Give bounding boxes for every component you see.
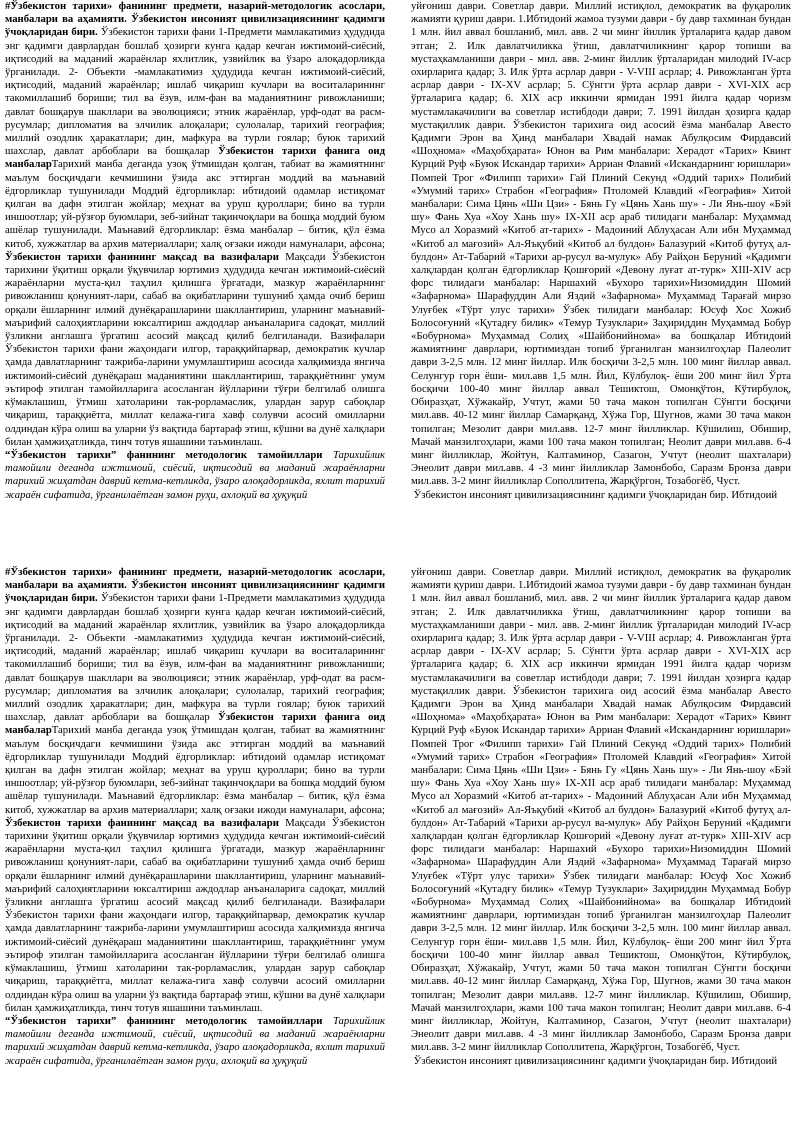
- right-column-text: [411, 0, 791, 489]
- right-column-tail: [411, 1055, 791, 1068]
- left-column-text: [5, 0, 385, 449]
- paragraph-methodology: Тарихийлик тамойили деганда ижтимоий, сиёсий, иқтисодий ва маданий жараёнларни тарихий жиҳатдан даврий кетма-кетликда, ўзаро алоқадорликда, яхлит тарихий жараён сифатида, ўрганилаётган замон руҳи, ахлоқий ва ҳуқуқий: [5, 448, 385, 501]
- paragraph-subject: Ўзбекистон тарихи фани 1-Предмети мамлакатимиз ҳудудида энг қадимги даврлардан бошлаб ҳозирги кунга қадар кечган ижтимоий-сиёсий, иқтисодий ва маданий жараёнлар яхлитлик, узвийлик ва ўзаро алоқадорликда ўрганилади. 2- Объекти -мамлакатимиз ҳудудида кечган ижтимоий-сиёсий, иқтисодий, маданий жараёнлар; ишлаб чиқариш кучлари ва воситаларининг такомиллашиб бориши; тил ва ёзув, илм-фан ва маданиятнинг ривожланиши; давлат бошқарув шакллари ва эволюцияси; этник жараёнлар, урф-одат ва расм-русумлар; дипломатия ва элчилик алоқалари; сулолалар, тарихий география; миллий озодлик ҳаракатлари; дин, мафкура ва турли гоялар; буюк тарихий шахслар, давлат арбоблари ва бошқалар: [5, 592, 385, 724]
- right-column-tail: [411, 489, 791, 502]
- section-heading-subject: #Ўзбекистон тарихи» фанининг предмети, назарий-методологик асослари, манбалари ва аҳамияти. Ўзбекистон инсоният цивилизациясининг қадимги ўчоқларидан бири.: [5, 566, 385, 605]
- paragraph-goals: Мақсади Ўзбекистон тарихини ўқитиш орқали ўқувчилар юртимиз ҳудудида кечган ижтимоий-сиёсий жараёнларни муста-қил таҳлил қилишга ўргатади, мазкур жараёнларнинг ривожланиш қонуният-лари, сабаб ва оқибатларини тушуниб ҳамда очиб бериш орқали ёшларнинг илмий дунёқарашларини шакллантириш, уларнинг маънавий-маърифий салоҳиятларини юксалтириш аждодлар анъаналарига садоқат, миллий ўзликни англашга ўргатиш асосий мақсад қилиб белгиланади. Вазифалари Ўзбекистон тарихи фани жаҳондаги илгор, тараққийпарвар, демократик кучлар ҳамда давлатларнинг тажриба-ларини умумлаштириш асосида халқимизда янгича ижтимоий-сиёсий дунёқараш маданиятини шакллантириш, тараққиётнинг умум эътироф этилган тамойилларига асосланган йўлларини тўғри белгилаб олишга кўмаклашиш, ўтмиш хатоларини так-рорламаслик, улардан зарур сабоқлар чиқариш, тараққиётга, миллат келажа-гига хавф солувчи асосий омилларни олдиндан кўра олиш ва уларни ўз вақтида бартараф этиш, кўшни ва дунё халқлари билан ҳамжиҳатликда, тинч тотув яшашини таъминлаш.: [5, 250, 385, 448]
- left-column-text: [5, 566, 385, 1015]
- left-column-methodology: [5, 449, 385, 502]
- paragraph-methodology: Тарихийлик тамойили деганда ижтимоий, сиёсий, иқтисодий ва маданий жараёнларни тарихий жиҳатдан даврий кетма-кетликда, ўзаро алоқадорликда, яхлит тарихий жараён сифатида, ўрганилаётган замон руҳи, ахлоқий ва ҳуқуқий: [5, 1014, 385, 1067]
- paragraph-sources: Тарихий манба деганда узоқ ўтмишдан қолган, табиат ва жамиятнинг маълум босқичдаги кечмишини ўзида акс эттирган моддий ва маънавий ёдгорликлар тушунилади Моддий ёдгорликлар: ибтидоий одамлар истиқомат қилган ва дафн этилган жойлар; меҳнат ва уруш қуроллари; бино ва турли иншоотлар; уй-рўзғор буюмлари, зеб-зийнат тақинчоқлари ва бошқа моддий буюм ашёлар тушунилади. Маънавий ёдгорликлар: ёзма манбалар – битик, қўл ёзма китоб, хужжатлар ва архив материаллари; халқ оғзаки ижоди намуналари, афсона;: [5, 724, 385, 816]
- paragraph-periods-and-sources: уйғониш даври. Советлар даври. Миллий истиқлол, демократик ва фуқаролик жамияти қуриш даври. 1.Ибтидоий жамоа тузуми даври - бу давр тахминан бундан 1 млн. йил аввал бошланиб, мил. авв. 2 чи минг йиллик ўрталарига қадар давом этган; 2. Илк давлатчиликка ўтиш, давлатчиликнинг қарор топиши ва мустаҳкамланиши даври - мил. авв. 2-минг йиллик ўрталаридан милодий IV-аср охирларига қадар; 3. Илк ўрта асрлар даври - V-VIII асрлар; 4. Ривожланган ўрта асрлар даври - IX-XV асрлар; 5. Сўнгги ўрта асрлар даври - XVI-XIX аср ўрталарига қадар; 6. XIX аср иккинчи ярмидан 1991 йилга қадар чоризм мустамлакачилиги ва советлар истибдоди даври; 7. 1991 йилдан ҳозирга қадар мустақиллик даври. Ўзбекистон тарихига оид асосий ёзма манбалар Авесто Қадимги Эрон ва Ҳинд манбалари Хвадай намак Абулқосим Фирдавсий «Шоҳнома» «Маҳобҳарата» Юнон ва Рим манбалари: Херадот «Тарих» Квинт Курций Руф «Буюк Искандар тарихи» Арриан Флавий «Искандарнинг юришлари» Помпей Трог «Филипп тарихи» Гай Плиний Секунд «Оддий тарих» Полибий «Умумий тарих» Страбон «География» Птоломей Клавдий «География» Хитой манбалари: Сима Цянь «Ши Цзи» - Бянь Гу «Цянь Хань шу» - Ли Янь-шоу «Бэй шу» Фань Хуа «Хоу Хань шу» IX-XII аср араб тилидаги манбалар: Муҳаммад Мусо ал Хоразмий «Китоб ат-тарих» - Мадоиний Аблуҳасан Али ибн Муҳаммад «Китоб ал мағозий» Ал-Яъқубий «Китоб ал булдон» Балазурий «Китоб футуҳ ал-булдон» Ат-Табарий «Тарихи ар-русул ва-мулук» Абу Райҳон Беруний «Қадимги халқлардан қолган ёдгорликлар Қошғорий «Девону луғат ат-турк» XIII-XIV аср форс тилидаги манбалар: Наршахий «Бухоро тарихи»Низомиддин Шомий «Зафарнома» Шарафуддин Али Яздий «Зафарнома» Муҳаммад Тарағай мирзо Улуғбек «Тўрт улус тарихи» Ўзбек тилидаги манбалар: Юсуф Хос Хожиб Болосоғуний «Қутадғу билик» «Темур Тузуклари» Заҳириддин Муҳаммад Бобур «Бобурнома» Муҳаммад Солиҳ «Шайбонийнома» ва бошқалар Ибтидоий жамиятнинг даврлари, юртимиздан топиб ўрганилган манзилгоҳлар Палеолит даври 3-2,5 млн. 12 минг йиллар. Илк босқичи 3-2,5 млн. 100 минг йиллар аввал. Селунгур горн ёши- мил.авв 1,5 млн. Йил, Кўлбулоқ- ёши 200 минг йил Ўрта босқичи 100-40 минг йиллар аввал Тешиктош, Омонқўтон, Кўтирбулоқ, Обиразҳат, Хўжакайр, Учтут, жами 50 тача макон топилган Сўнгги босқичи мил.авв. 40-12 минг йиллар Самарқанд, Хўжа Гор, Шугнов, жами 30 тача макон топилган; Мезолит даври мил.авв. 12-7 минг йилликлар. Кўшилиш, Обишир, Мачай манзилгоҳлари, жами 100 тача макон топилган; Неолит даври мил.авв. 6-4 минг йилликлар, Жойтун, Калтаминор, Сазагон, Учтут (неолит шахталари) Энеолит даври мил.авв. 4 -3 минг йилликлар Замонбобо, Саразм Бронза даври мил.авв. 3-2 минг йилликлар Сополлитепа, Жарқўргон, Тозабогёб, Чуст.: [411, 0, 791, 488]
- section-heading-methodology: “Ўзбекистон тарихи” фанининг методологик тамойиллари: [5, 448, 323, 461]
- paragraph-periods-and-sources: уйғониш даври. Советлар даври. Миллий истиқлол, демократик ва фуқаролик жамияти қуриш даври. 1.Ибтидоий жамоа тузуми даври - бу давр тахминан бундан 1 млн. йил аввал бошланиб, мил. авв. 2 чи минг йиллик ўрталарига қадар давом этган; 2. Илк давлатчиликка ўтиш, давлатчиликнинг қарор топиши ва мустаҳкамланиши даври - мил. авв. 2-минг йиллик ўрталаридан милодий IV-аср охирларига қадар; 3. Илк ўрта асрлар даври - V-VIII асрлар; 4. Ривожланган ўрта асрлар даври - IX-XV асрлар; 5. Сўнгги ўрта асрлар даври - XVI-XIX аср ўрталарига қадар; 6. XIX аср иккинчи ярмидан 1991 йилга қадар чоризм мустамлакачилиги ва советлар истибдоди даври; 7. 1991 йилдан ҳозирга қадар мустақиллик даври. Ўзбекистон тарихига оид асосий ёзма манбалар Авесто Қадимги Эрон ва Ҳинд манбалари Хвадай намак Абулқосим Фирдавсий «Шоҳнома» «Маҳобҳарата» Юнон ва Рим манбалари: Херадот «Тарих» Квинт Курций Руф «Буюк Искандар тарихи» Арриан Флавий «Искандарнинг юришлари» Помпей Трог «Филипп тарихи» Гай Плиний Секунд «Оддий тарих» Полибий «Умумий тарих» Страбон «География» Птоломей Клавдий «География» Хитой манбалари: Сима Цянь «Ши Цзи» - Бянь Гу «Цянь Хань шу» - Ли Янь-шоу «Бэй шу» Фань Хуа «Хоу Хань шу» IX-XII аср араб тилидаги манбалар: Муҳаммад Мусо ал Хоразмий «Китоб ат-тарих» - Мадоиний Аблуҳасан Али ибн Муҳаммад «Китоб ал мағозий» Ал-Яъқубий «Китоб ал булдон» Балазурий «Китоб футуҳ ал-булдон» Ат-Табарий «Тарихи ар-русул ва-мулук» Абу Райҳон Беруний «Қадимги халқлардан қолган ёдгорликлар Қошғорий «Девону луғат ат-турк» XIII-XIV аср форс тилидаги манбалар: Наршахий «Бухоро тарихи»Низомиддин Шомий «Зафарнома» Шарафуддин Али Яздий «Зафарнома» Муҳаммад Тарағай мирзо Улуғбек «Тўрт улус тарихи» Ўзбек тилидаги манбалар: Юсуф Хос Хожиб Болосоғуний «Қутадғу билик» «Темур Тузуклари» Заҳириддин Муҳаммад Бобур «Бобурнома» Муҳаммад Солиҳ «Шайбонийнома» ва бошқалар Ибтидоий жамиятнинг даврлари, юртимиздан топиб ўрганилган манзилгоҳлар Палеолит даври 3-2,5 млн. 12 минг йиллар. Илк босқичи 3-2,5 млн. 100 минг йиллар аввал. Селунгур горн ёши- мил.авв 1,5 млн. Йил, Кўлбулоқ- ёши 200 минг йил Ўрта босқичи 100-40 минг йиллар аввал Тешиктош, Омонқўтон, Кўтирбулоқ, Обиразҳат, Хўжакайр, Учтут, жами 50 тача макон топилган Сўнгги босқичи мил.авв. 40-12 минг йиллар Самарқанд, Хўжа Гор, Шугнов, жами 30 тача макон топилган; Мезолит даври мил.авв. 12-7 минг йилликлар. Кўшилиш, Обишир, Мачай манзилгоҳлари, жами 100 тача макон топилган; Неолит даври мил.авв. 6-4 минг йилликлар, Жойтун, Калтаминор, Сазагон, Учтут (неолит шахталари) Энеолит даври мил.авв. 4 -3 минг йилликлар Замонбобо, Саразм Бронза даври мил.авв. 3-2 минг йилликлар Сополлитепа, Жарқўргон, Тозабогёб, Чуст.: [411, 566, 791, 1054]
- right-column: [411, 566, 791, 1124]
- right-column-text: [411, 566, 791, 1055]
- paragraph-civilization: Ўзбекистон инсоният цивилизациясининг қадимги ўчоқларидан бир. Ибтидоий: [413, 488, 778, 501]
- paragraph-civilization: Ўзбекистон инсоният цивилизациясининг қадимги ўчоқларидан бир. Ибтидоий: [413, 1054, 778, 1067]
- section-heading-goals: Ўзбекистон тарихи фанининг мақсад ва вазифалари: [5, 250, 279, 263]
- left-column: [5, 0, 385, 558]
- paragraph-goals: Мақсади Ўзбекистон тарихини ўқитиш орқали ўқувчилар юртимиз ҳудудида кечган ижтимоий-сиёсий жараёнларни муста-қил таҳлил қилишга ўргатади, мазкур жараёнларнинг ривожланиш қонуният-лари, сабаб ва оқибатларини тушуниб ҳамда очиб бериш орқали ёшларнинг илмий дунёқарашларини шакллантириш, уларнинг маънавий-маърифий салоҳиятларини юксалтириш аждодлар анъаналарига садоқат, миллий ўзликни англашга ўргатиш асосий мақсад қилиб белгиланади. Вазифалари Ўзбекистон тарихи фани жаҳондаги илгор, тараққийпарвар, демократик кучлар ҳамда давлатларнинг тажриба-ларини умумлаштириш асосида халқимизда янгича ижтимоий-сиёсий дунёқараш маданиятини шакллантириш, тараққиётнинг умум эътироф этилган тамойилларига асосланган йўлларини тўғри белгилаб олишга кўмаклашиш, ўтмиш хатоларини так-рорламаслик, улардан зарур сабоқлар чиқариш, тараққиётга, миллат келажа-гига хавф солувчи асосий омилларни олдиндан кўра олиш ва уларни ўз вақтида бартараф этиш, кўшни ва дунё халқлари билан ҳамжиҳатликда, тинч тотув яшашини таъминлаш.: [5, 816, 385, 1014]
- left-column: [5, 566, 385, 1124]
- section-heading-sources: Ўзбекистон тарихи фанига оид манбалар: [5, 145, 385, 171]
- paragraph-sources: Тарихий манба деганда узоқ ўтмишдан қолган, табиат ва жамиятнинг маълум босқичдаги кечмишини ўзида акс эттирган моддий ва маънавий ёдгорликлар тушунилади Моддий ёдгорликлар: ибтидоий одамлар истиқомат қилган ва дафн этилган жойлар; меҳнат ва уруш қуроллари; бино ва турли иншоотлар; уй-рўзғор буюмлари, зеб-зийнат тақинчоқлари ва бошқа моддий буюм ашёлар тушунилади. Маънавий ёдгорликлар: ёзма манбалар – битик, қўл ёзма китоб, хужжатлар ва архив материаллари; халқ оғзаки ижоди намуналари, афсона;: [5, 158, 385, 250]
- section-heading-sources: Ўзбекистон тарихи фанига оид манбалар: [5, 711, 385, 737]
- page-block-top: [0, 0, 800, 558]
- section-heading-subject: #Ўзбекистон тарихи» фанининг предмети, назарий-методологик асослари, манбалари ва аҳамияти. Ўзбекистон инсоният цивилизациясининг қадимги ўчоқларидан бири.: [5, 0, 385, 39]
- paragraph-subject: Ўзбекистон тарихи фани 1-Предмети мамлакатимиз ҳудудида энг қадимги даврлардан бошлаб ҳозирги кунга қадар кечган ижтимоий-сиёсий, иқтисодий ва маданий жараёнлар яхлитлик, узвийлик ва ўзаро алоқадорликда ўрганилади. 2- Объекти -мамлакатимиз ҳудудида кечган ижтимоий-сиёсий, иқтисодий, маданий жараёнлар; ишлаб чиқариш кучлари ва воситаларининг такомиллашиб бориши; тил ва ёзув, илм-фан ва маданиятнинг ривожланиши; давлат бошқарув шакллари ва эволюцияси; этник жараёнлар, урф-одат ва расм-русумлар; дипломатия ва элчилик алоқалари; сулолалар, тарихий география; миллий озодлик ҳаракатлари; дин, мафкура ва турли гоялар; буюк тарихий шахслар, давлат арбоблари ва бошқалар: [5, 26, 385, 158]
- section-heading-methodology: “Ўзбекистон тарихи” фанининг методологик тамойиллари: [5, 1014, 323, 1027]
- right-column: [411, 0, 791, 558]
- section-heading-goals: Ўзбекистон тарихи фанининг мақсад ва вазифалари: [5, 816, 279, 829]
- left-column-methodology: [5, 1015, 385, 1068]
- page-block-bottom: [0, 566, 800, 1124]
